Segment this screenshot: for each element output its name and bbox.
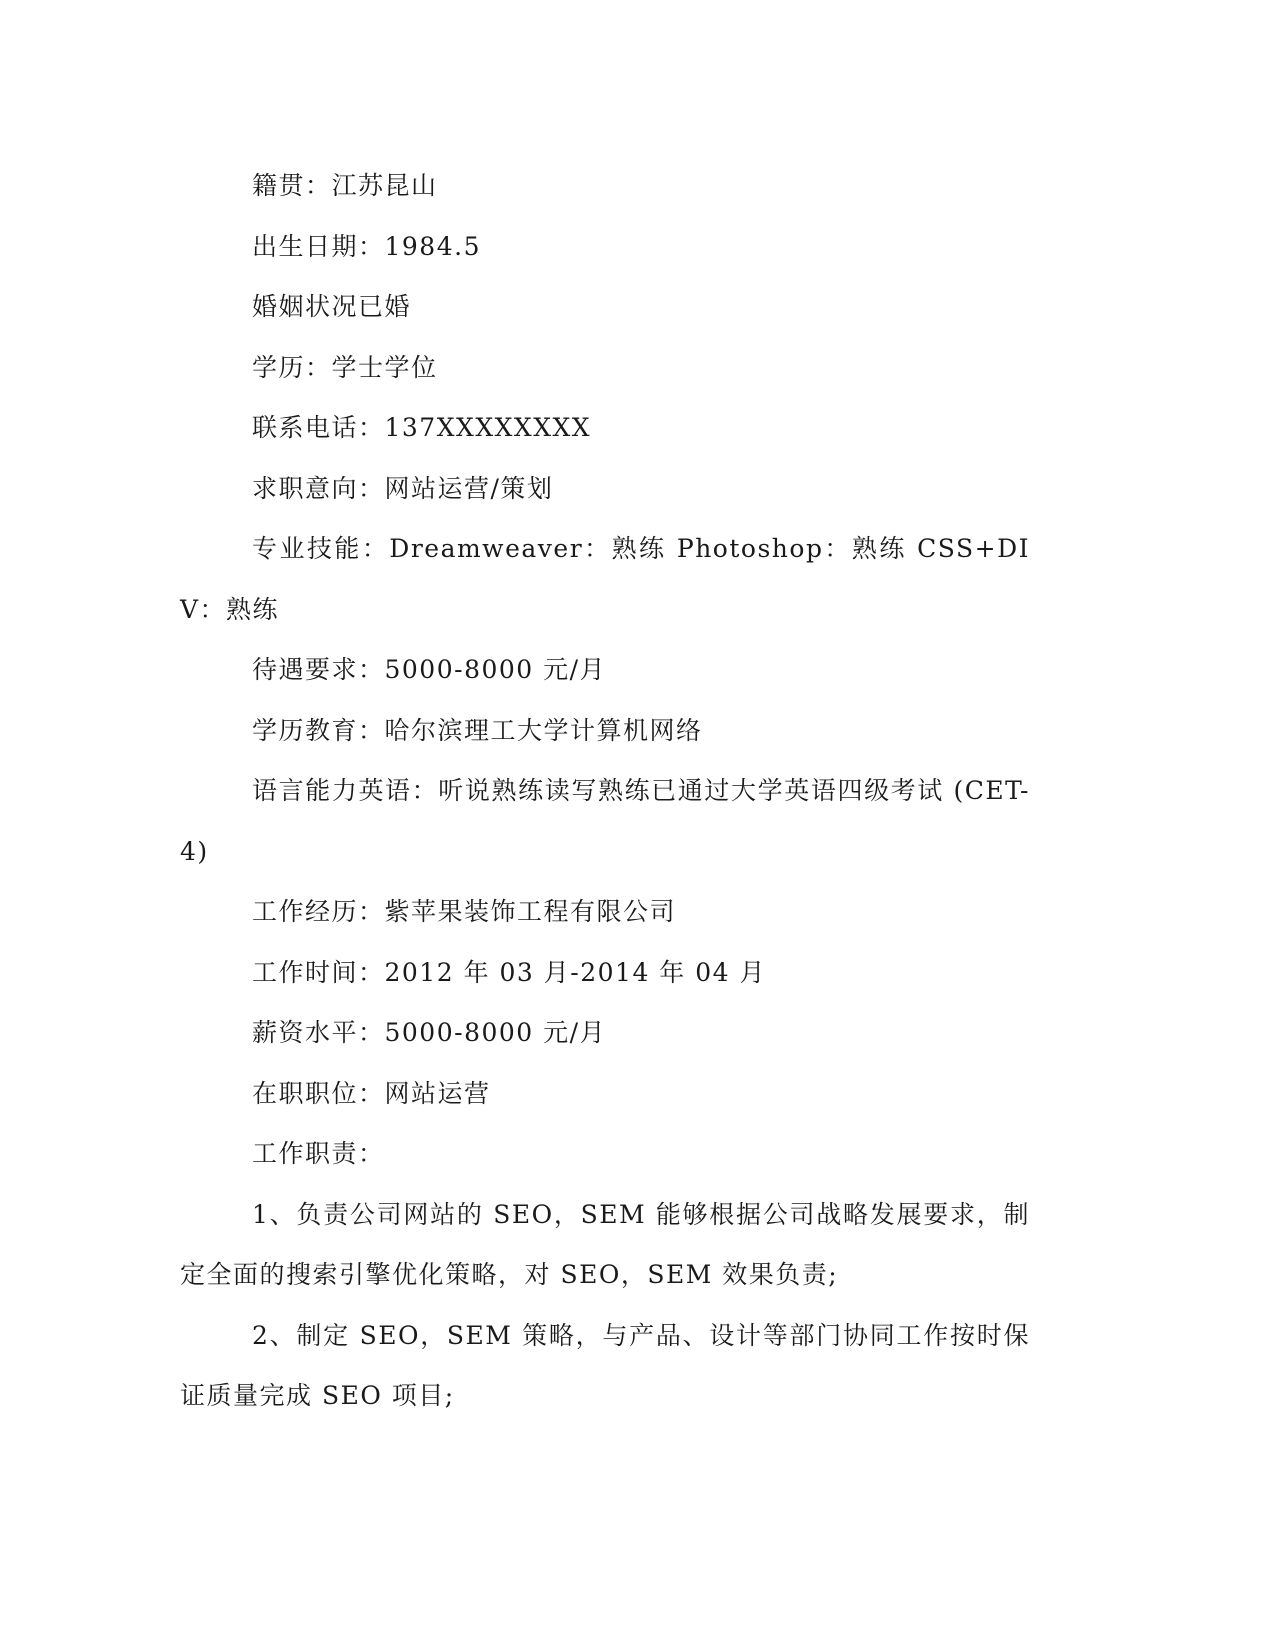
- paragraph-salary-level: 薪资水平：5000-8000 元/月: [252, 1018, 607, 1047]
- paragraph-job-intention: 求职意向：网站运营/策划: [252, 473, 554, 503]
- paragraph-phone: 联系电话：137XXXXXXXX: [252, 413, 592, 442]
- paragraph-degree: 学历：学士学位: [252, 352, 438, 382]
- paragraph-birth-date: 出生日期：1984.5: [252, 231, 481, 261]
- paragraph-work-period: 工作时间：2012 年 03 月-2014 年 04 月: [252, 957, 766, 987]
- paragraph-duty-2: 2、制定 SEO，SEM 策略，与产品、设计等部门协同工作按时保证质量完成 SEO 项目;: [180, 1320, 1030, 1410]
- paragraph-work-company: 工作经历：紫苹果装饰工程有限公司: [252, 897, 677, 926]
- paragraph-marital-status: 婚姻状况已婚: [252, 292, 412, 321]
- paragraph-duties-heading: 工作职责：: [252, 1139, 385, 1168]
- paragraph-skills: 专业技能：Dreamweaver：熟练 Photoshop：熟练 CSS+DIV：熟练: [180, 534, 1030, 624]
- paragraph-native-place: 籍贯：江苏昆山: [252, 171, 438, 200]
- paragraph-duty-1: 1、负责公司网站的 SEO，SEM 能够根据公司战略发展要求，制定全面的搜索引擎优化策略，对 SEO，SEM 效果负责;: [180, 1199, 1030, 1289]
- document-body: [180, 156, 1030, 1427]
- paragraph-position: 在职职位：网站运营: [252, 1078, 491, 1108]
- paragraph-salary-expectation: 待遇要求：5000-8000 元/月: [252, 655, 607, 684]
- paragraph-education: 学历教育：哈尔滨理工大学计算机网络: [252, 715, 703, 745]
- paragraph-language: 语言能力英语：听说熟练读写熟练已通过大学英语四级考试 (CET-4): [180, 776, 1030, 866]
